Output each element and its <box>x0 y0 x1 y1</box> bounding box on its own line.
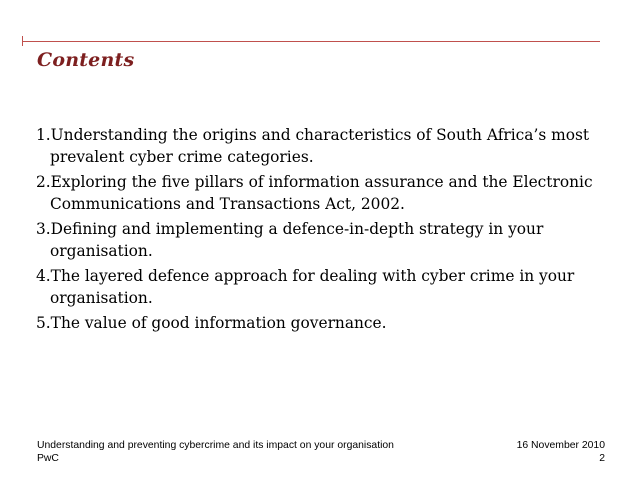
contents-item: 2.Exploring the five pillars of information assurance and the Electronic Communications and Transactions Act, 2002. <box>36 173 593 213</box>
footer-company: PwC <box>37 453 59 464</box>
contents-item: 1.Understanding the origins and characteristics of South Africa’s most prevalent cyber crime categories. <box>36 126 590 166</box>
contents-list <box>36 124 621 337</box>
contents-item: 4.The layered defence approach for dealing with cyber crime in your organisation. <box>36 267 575 307</box>
contents-item: 3.Defining and implementing a defence-in-depth strategy in your organisation. <box>36 220 544 260</box>
footer-left <box>37 439 394 465</box>
slide-title: Contents <box>37 49 135 71</box>
footer-date: 16 November 2010 <box>516 440 605 451</box>
footer-right <box>517 439 605 465</box>
page-number: 2 <box>599 453 605 464</box>
footer-presentation-title: Understanding and preventing cybercrime and its impact on your organisation <box>37 440 394 451</box>
header-rule <box>22 41 600 42</box>
contents-item: 5.The value of good information governance. <box>36 314 387 332</box>
